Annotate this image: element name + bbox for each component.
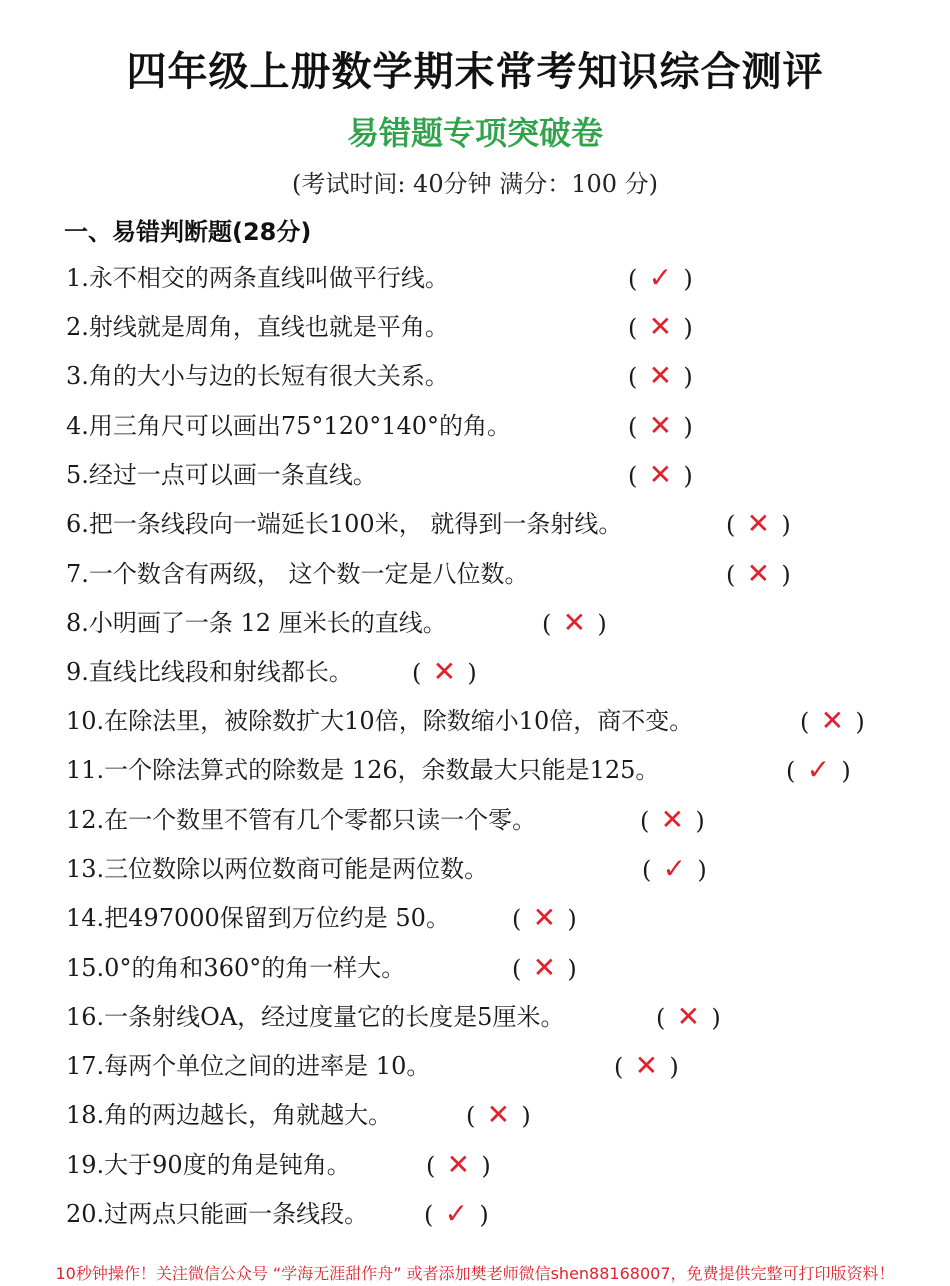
paren-open: ( <box>628 462 638 490</box>
cross-mark-icon: ✕ <box>746 507 771 540</box>
answer-bracket <box>726 504 791 544</box>
question-text: 11.一个除法算式的除数是 126，余数最大只能是125。 <box>66 756 660 784</box>
paren-close: ) <box>467 659 477 687</box>
answer-bracket <box>426 1145 491 1185</box>
question-item <box>66 1046 679 1086</box>
answer-bracket <box>412 652 477 692</box>
paren-close: ) <box>567 955 577 983</box>
answer-bracket <box>800 701 865 741</box>
answer-bracket <box>628 455 693 495</box>
cross-mark-icon: ✕ <box>648 409 673 442</box>
paren-close: ) <box>479 1201 489 1229</box>
question-item <box>66 898 577 938</box>
paren-close: ) <box>597 610 607 638</box>
cross-mark-icon: ✕ <box>746 557 771 590</box>
paren-close: ) <box>521 1102 531 1130</box>
paren-open: ( <box>726 561 736 589</box>
question-item <box>66 307 693 347</box>
question-item <box>66 1095 531 1135</box>
paren-open: ( <box>640 807 650 835</box>
question-text: 6.把一条线段向一端延长100米， 就得到一条射线。 <box>66 510 623 538</box>
paren-close: ) <box>683 265 693 293</box>
paren-open: ( <box>800 708 810 736</box>
paren-open: ( <box>424 1201 434 1229</box>
paren-close: ) <box>683 314 693 342</box>
question-text: 15.0°的角和360°的角一样大。 <box>66 954 406 982</box>
question-text: 5.经过一点可以画一条直线。 <box>66 461 377 489</box>
cross-mark-icon: ✕ <box>562 606 587 639</box>
question-text: 8.小明画了一条 12 厘米长的直线。 <box>66 609 447 637</box>
paren-close: ) <box>481 1152 491 1180</box>
question-item <box>66 652 477 692</box>
question-item <box>66 849 707 889</box>
answer-bracket <box>786 750 851 790</box>
answer-bracket <box>466 1095 531 1135</box>
paren-open: ( <box>726 511 736 539</box>
question-text: 7.一个数含有两级， 这个数一定是八位数。 <box>66 560 529 588</box>
answer-bracket <box>512 948 577 988</box>
question-text: 18.角的两边越长，角就越大。 <box>66 1101 393 1129</box>
paren-open: ( <box>614 1053 624 1081</box>
answer-bracket <box>512 898 577 938</box>
exam-info: (考试时间: 40分钟 满分：100 分) <box>291 170 659 198</box>
cross-mark-icon: ✕ <box>446 1148 471 1181</box>
question-item <box>66 603 607 643</box>
cross-mark-icon: ✕ <box>486 1098 511 1131</box>
question-item <box>66 455 693 495</box>
question-text: 2.射线就是周角，直线也就是平角。 <box>66 313 449 341</box>
answer-bracket <box>628 356 693 396</box>
paren-close: ) <box>683 462 693 490</box>
paren-close: ) <box>781 511 791 539</box>
answer-bracket <box>640 800 705 840</box>
check-mark-icon: ✓ <box>806 753 831 786</box>
paren-close: ) <box>683 413 693 441</box>
check-mark-icon: ✓ <box>648 261 673 294</box>
paren-open: ( <box>628 265 638 293</box>
answer-bracket <box>628 406 693 446</box>
question-text: 1.永不相交的两条直线叫做平行线。 <box>66 264 449 292</box>
page-title: 四年级上册数学期末常考知识综合测评 <box>126 49 824 95</box>
paren-open: ( <box>412 659 422 687</box>
question-item <box>66 800 705 840</box>
paren-open: ( <box>656 1004 666 1032</box>
section-heading: 一、易错判断题(28分) <box>64 218 312 246</box>
answer-bracket <box>614 1046 679 1086</box>
question-item <box>66 554 791 594</box>
question-item <box>66 356 693 396</box>
cross-mark-icon: ✕ <box>432 655 457 688</box>
answer-bracket <box>628 258 693 298</box>
question-text: 10.在除法里，被除数扩大10倍，除数缩小10倍，商不变。 <box>66 707 694 735</box>
cross-mark-icon: ✕ <box>648 359 673 392</box>
answer-bracket <box>542 603 607 643</box>
question-text: 12.在一个数里不管有几个零都只读一个零。 <box>66 806 537 834</box>
question-item <box>66 1194 489 1234</box>
paren-open: ( <box>512 955 522 983</box>
page-subtitle: 易错题专项突破卷 <box>346 114 603 152</box>
check-mark-icon: ✓ <box>662 852 687 885</box>
check-mark-icon: ✓ <box>444 1197 469 1230</box>
paren-open: ( <box>512 905 522 933</box>
cross-mark-icon: ✕ <box>660 803 685 836</box>
paren-open: ( <box>426 1152 436 1180</box>
cross-mark-icon: ✕ <box>634 1049 659 1082</box>
question-text: 19.大于90度的角是钝角。 <box>66 1151 351 1179</box>
cross-mark-icon: ✕ <box>648 310 673 343</box>
question-item <box>66 258 693 298</box>
question-item <box>66 997 721 1037</box>
footer-note: 10秒钟操作！关注微信公众号 “学海无涯甜作舟” 或者添加樊老师微信shen88168007，免费提供完整可打印版资料！ <box>55 1264 895 1283</box>
paren-open: ( <box>628 413 638 441</box>
paren-open: ( <box>642 856 652 884</box>
question-text: 20.过两点只能画一条线段。 <box>66 1200 369 1228</box>
question-item <box>66 948 577 988</box>
answer-bracket <box>642 849 707 889</box>
cross-mark-icon: ✕ <box>820 704 845 737</box>
paren-open: ( <box>466 1102 476 1130</box>
paren-close: ) <box>841 757 851 785</box>
paren-close: ) <box>855 708 865 736</box>
paren-open: ( <box>786 757 796 785</box>
paren-close: ) <box>695 807 705 835</box>
paren-close: ) <box>781 561 791 589</box>
answer-bracket <box>628 307 693 347</box>
question-text: 17.每两个单位之间的进率是 10。 <box>66 1052 431 1080</box>
cross-mark-icon: ✕ <box>648 458 673 491</box>
question-text: 3.角的大小与边的长短有很大关系。 <box>66 362 449 390</box>
answer-bracket <box>726 554 791 594</box>
paren-open: ( <box>542 610 552 638</box>
paren-close: ) <box>669 1053 679 1081</box>
paren-close: ) <box>697 856 707 884</box>
paren-close: ) <box>683 363 693 391</box>
answer-bracket <box>656 997 721 1037</box>
paren-open: ( <box>628 363 638 391</box>
paren-close: ) <box>567 905 577 933</box>
paren-open: ( <box>628 314 638 342</box>
cross-mark-icon: ✕ <box>532 901 557 934</box>
question-text: 16.一条射线OA，经过度量它的长度是5厘米。 <box>66 1003 565 1031</box>
cross-mark-icon: ✕ <box>676 1000 701 1033</box>
question-item <box>66 701 865 741</box>
question-item <box>66 750 851 790</box>
paren-close: ) <box>711 1004 721 1032</box>
cross-mark-icon: ✕ <box>532 951 557 984</box>
question-text: 4.用三角尺可以画出75°120°140°的角。 <box>66 412 512 440</box>
question-item <box>66 406 693 446</box>
question-text: 14.把497000保留到万位约是 50。 <box>66 904 450 932</box>
answer-bracket <box>424 1194 489 1234</box>
question-text: 9.直线比线段和射线都长。 <box>66 658 353 686</box>
question-item <box>66 1145 491 1185</box>
question-text: 13.三位数除以两位数商可能是两位数。 <box>66 855 489 883</box>
question-item <box>66 504 791 544</box>
